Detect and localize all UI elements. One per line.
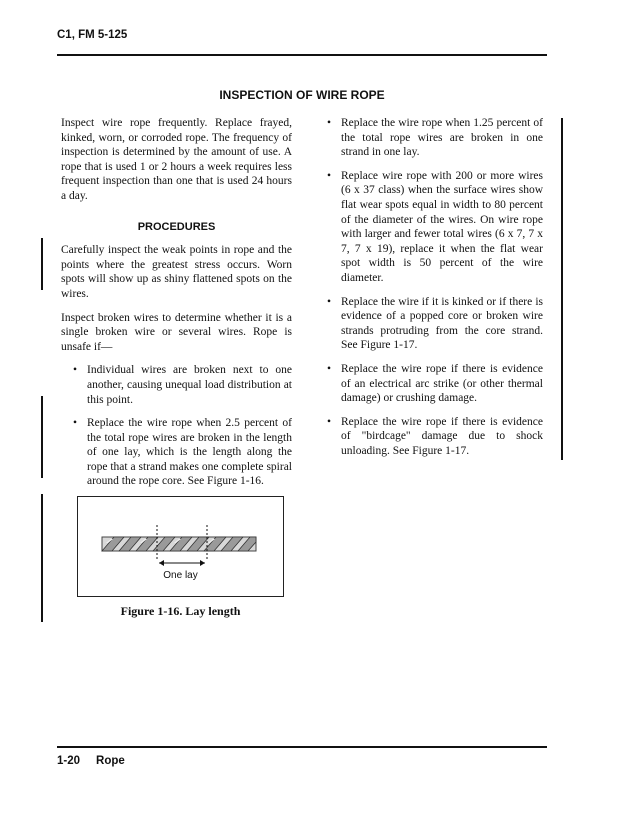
procedures-paragraph-1: Carefully inspect the weak points in rope and the points where the greatest stress occurs. Worn spots will show up as shiny flattened spots on the wires.	[61, 244, 292, 300]
list-item	[327, 169, 543, 286]
change-bar	[561, 118, 563, 460]
right-bullet-list	[327, 116, 543, 458]
wire-rope-illustration	[78, 497, 283, 596]
figure-caption: Figure 1-16. Lay length	[120, 604, 241, 618]
bullet-marker: •	[327, 362, 332, 375]
figure-box	[77, 496, 284, 597]
bullet-marker: •	[327, 169, 332, 182]
header-rule	[57, 54, 547, 56]
page-title: INSPECTION OF WIRE ROPE	[219, 88, 385, 102]
list-item	[73, 416, 292, 489]
bullet-marker: •	[73, 364, 78, 377]
procedures-heading: PROCEDURES	[137, 220, 216, 233]
procedures-paragraph-2: Inspect broken wires to determine whether it is a single broken wire or several wires. Rope is unsafe if—	[61, 311, 292, 353]
right-column	[327, 116, 543, 467]
intro-paragraph: Inspect wire rope frequently. Replace frayed, kinked, worn, or corroded rope. The frequency of inspection is determined by the amount of use. A rope that is used 1 or 2 hours a week requires less frequent inspection than one that is used 24 hours a day.	[61, 117, 292, 202]
list-item	[327, 362, 543, 406]
bullet-marker: •	[327, 117, 332, 129]
left-column	[61, 116, 292, 498]
list-item-text: Replace the wire rope if there is evidence of an electrical arc strike (or other thermal damage) or crushing damage.	[341, 362, 543, 405]
list-item	[327, 295, 543, 353]
change-bar	[41, 494, 43, 622]
change-bar	[41, 396, 43, 478]
change-bar	[41, 238, 43, 290]
footer-rule	[57, 746, 547, 748]
list-item	[327, 116, 543, 160]
list-item-text: Replace the wire rope if there is evidence of "birdcage" damage due to shock unloading. See Figure 1-17.	[341, 415, 543, 457]
list-item-text: Replace the wire rope when 2.5 percent of the total rope wires are broken in the length of one lay, which is the length along the rope that a strand makes one complete spiral around the rope core. See Figure 1-16.	[87, 417, 292, 488]
left-bullet-list	[61, 363, 292, 489]
list-item-text: Replace wire rope with 200 or more wires (6 x 37 class) when the surface wires show flat wear spots equal in width to 80 percent of the diameter of the wires. On wire rope with larger and fewer total wires (6 x 7, 7 x 7, 7 x 19), replace it when the flat wear spot width is 50 percent of the wire diameter.	[341, 169, 543, 284]
list-item-text: Replace the wire if it is kinked or if there is evidence of a popped core or broken wire strands protruding from the core strand. See Figure 1-17.	[341, 295, 543, 352]
bullet-marker: •	[73, 417, 78, 430]
list-item-text: Individual wires are broken next to one another, causing unequal load distribution at this point.	[87, 364, 292, 406]
section-name: Rope	[96, 755, 125, 767]
document-id: C1, FM 5-125	[57, 29, 128, 41]
footer	[57, 755, 125, 767]
list-item-text: Replace the wire rope when 1.25 percent of the total rope wires are broken in one strand in one lay.	[341, 117, 543, 159]
figure-label: One lay	[163, 570, 198, 581]
bullet-marker: •	[327, 415, 332, 428]
rope-strands-icon	[102, 537, 256, 551]
list-item	[327, 415, 543, 459]
page-number: 1-20	[57, 755, 81, 767]
list-item	[73, 363, 292, 407]
bullet-marker: •	[327, 295, 332, 308]
